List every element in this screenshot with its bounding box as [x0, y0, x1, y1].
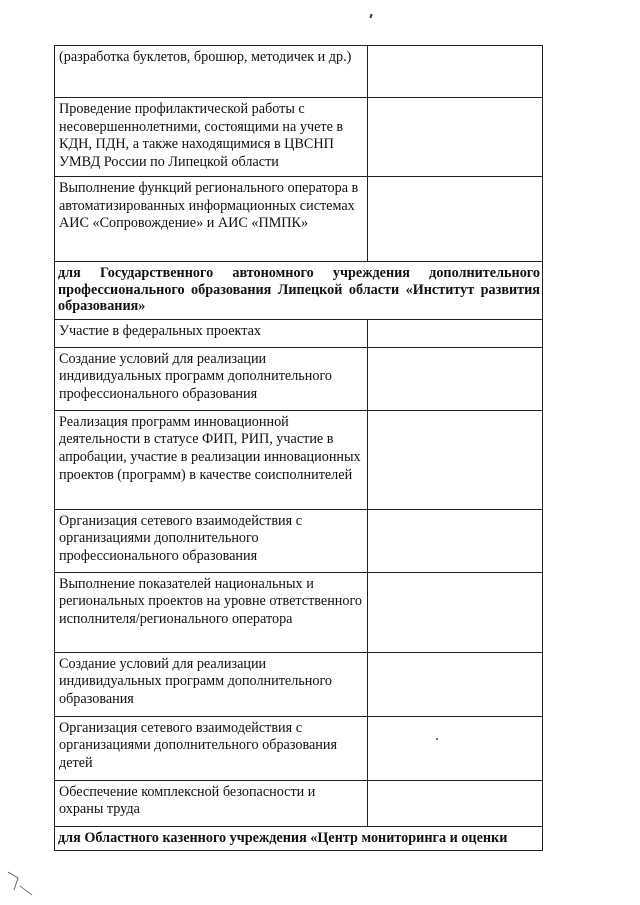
activity-cell: (разработка буклетов, брошюр, методичек и др.)	[55, 46, 368, 98]
activity-cell: Создание условий для реализации индивидуальных программ дополнительного профессионального образования	[55, 347, 368, 410]
table-row	[55, 572, 543, 652]
scan-speck	[436, 738, 438, 740]
activity-cell: Реализация программ инновационной деятельности в статусе ФИП, РИП, участие в апробации, участие в реализации инновационных проектов (программ) в качестве соисполнителей	[55, 410, 368, 509]
value-cell	[368, 98, 543, 177]
value-cell	[368, 780, 543, 826]
activity-cell: Участие в федеральных проектах	[55, 319, 368, 347]
activity-cell: Проведение профилактической работы с несовершеннолетними, состоящими на учете в КДН, ПДН, а также находящимися в ЦВСНП УМВД России по Липецкой области	[55, 98, 368, 177]
value-cell	[368, 46, 543, 98]
activity-cell: Выполнение функций регионального оператора в автоматизированных информационных системах АИС «Сопровождение» и АИС «ПМПК»	[55, 177, 368, 262]
table-row	[55, 716, 543, 780]
value-cell	[368, 572, 543, 652]
scan-mark	[369, 14, 372, 18]
value-cell	[368, 319, 543, 347]
table-row	[55, 652, 543, 716]
table-row	[55, 46, 543, 98]
table-row	[55, 319, 543, 347]
table-row	[55, 780, 543, 826]
activity-cell: Выполнение показателей национальных и региональных проектов на уровне ответственного исполнителя/регионального оператора	[55, 572, 368, 652]
value-cell	[368, 177, 543, 262]
value-cell	[368, 509, 543, 572]
activity-cell: Создание условий для реализации индивидуальных программ дополнительного образования	[55, 652, 368, 716]
section-header: для Государственного автономного учреждения дополнительного профессионального образования Липецкой области «Институт развития образования»	[55, 262, 543, 320]
table-row	[55, 177, 543, 262]
value-cell	[368, 410, 543, 509]
table-row	[55, 509, 543, 572]
value-cell	[368, 347, 543, 410]
section-header-row	[55, 262, 543, 320]
activity-cell: Обеспечение комплексной безопасности и охраны труда	[55, 780, 368, 826]
activities-table	[54, 45, 543, 851]
value-cell	[368, 652, 543, 716]
scan-mark	[6, 868, 40, 898]
section-header-row	[55, 826, 543, 851]
activity-cell: Организация сетевого взаимодействия с организациями дополнительного профессионального образования	[55, 509, 368, 572]
section-header: для Областного казенного учреждения «Центр мониторинга и оценки	[55, 826, 543, 851]
table-row	[55, 98, 543, 177]
value-cell	[368, 716, 543, 780]
table-row	[55, 410, 543, 509]
activity-cell: Организация сетевого взаимодействия с организациями дополнительного образования детей	[55, 716, 368, 780]
table-row	[55, 347, 543, 410]
